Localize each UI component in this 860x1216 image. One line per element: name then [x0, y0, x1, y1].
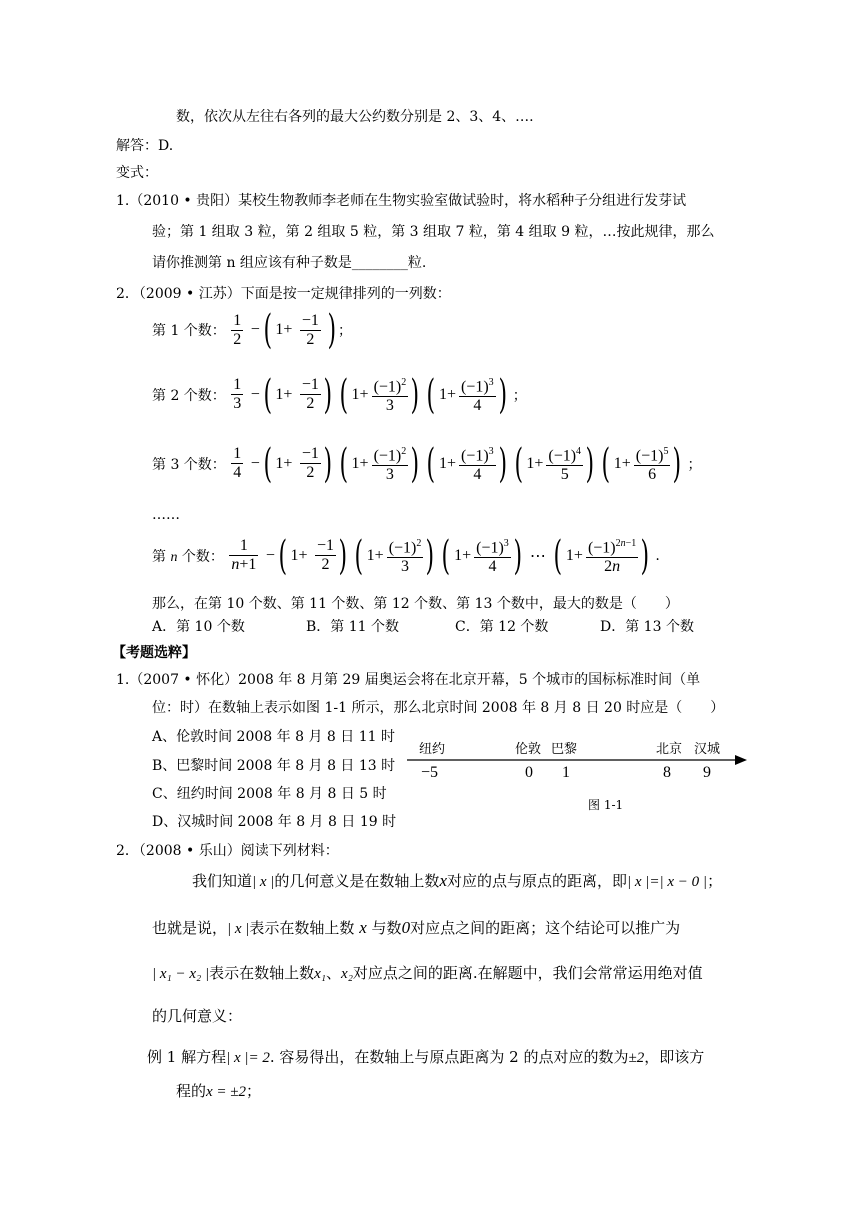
- value-0: 0: [525, 764, 533, 781]
- q2-option-c: C．第 12 个数: [455, 619, 549, 635]
- formula-1-label: 第 1 个数：: [152, 323, 226, 339]
- city-london: 伦敦: [515, 742, 542, 757]
- k1-line2: 位：时）在数轴上表示如图 1-1 所示，那么北京时间 2008 年 8 月 8 日 20 时应是（ ）: [152, 700, 725, 716]
- formula-n-label: 第 n 个数：: [152, 548, 224, 565]
- q2-line1: 2．（2009 • 江苏）下面是按一定规律排列的一列数：: [116, 286, 451, 302]
- answer-line: 解答：D.: [116, 138, 174, 154]
- k2-example-1: 例 1 解方程| x |= 2. 容易得出，在数轴上与原点距离为 2 的点对应的数为±2，即该方: [147, 1048, 705, 1066]
- section-title: 【考题选粹】: [112, 645, 196, 661]
- k2-paragraph-1: 我们知道| x |的几何意义是在数轴上数x对应的点与原点的距离，即| x |=| x − 0 |；: [192, 871, 723, 890]
- k1-option-c: C、纽约时间 2008 年 8 月 8 日 5 时: [152, 786, 387, 802]
- k2-line1: 2．（2008 • 乐山）阅读下列材料：: [116, 843, 339, 859]
- formula-1: 第 1 个数： $\frac{1}{2}$ −( 1+ $\frac{-1}{2}$ ) ；: [152, 307, 352, 353]
- value-8: 8: [663, 764, 671, 781]
- formula-3: 第 3 个数： $\frac{1}{4}$ −( 1+ $\frac{-1}{2}$ ) ( 1+ $\frac{(-1)^2}{3}$ ) ( 1+ $\frac{(-1)^3}{4}$ ) ( 1+ $\frac{(-1)^4}{5}$ ) ( 1+ $\frac{(-1)^5}{6}$ ) ；: [152, 440, 702, 487]
- q2-option-b: B．第 11 个数: [306, 619, 400, 635]
- value-9: 9: [703, 764, 711, 781]
- q2-option-a: A．第 10 个数: [152, 619, 245, 635]
- ellipsis: ……: [152, 507, 180, 523]
- k2-paragraph-2: 也就是说，| x |表示在数轴上数 x 与数0对应点之间的距离；这个结论可以推广为: [152, 918, 681, 937]
- q1-line3: 请你推测第 n 组应该有种子数是________粒.: [152, 255, 427, 271]
- formula-n: 第 n 个数： $\frac{1}{n+1}$ −( 1+ $\frac{-1}{2}$ ) ( 1+ $\frac{(-1)^2}{3}$ ) ( 1+ $\frac{(-1)^3}{4}$ ) ⋯ ( 1+ $\frac{(-1)^{2n-1}}{2n}$ ) .: [152, 532, 660, 579]
- q1-line2: 验；第 1 组取 3 粒，第 2 组取 5 粒，第 3 组取 7 粒，第 4 组取 9 粒，…按此规律，那么: [152, 224, 715, 240]
- k1-option-a: A、伦敦时间 2008 年 8 月 8 日 11 时: [152, 729, 395, 745]
- continued-text: 数，依次从左往右各列的最大公约数分别是 2、3、4、….: [176, 109, 534, 125]
- k2-paragraph-3: | x₁ − x₂ |表示在数轴上数x₁、x₂对应点之间的距离.在解题中，我们会常常运用绝对值: [152, 964, 703, 982]
- city-seoul: 汉城: [694, 742, 721, 757]
- value-neg5: −5: [421, 764, 439, 781]
- k1-option-d: D、汉城时间 2008 年 8 月 8 日 19 时: [152, 814, 397, 830]
- q1-line1: 1.（2010 • 贵阳）某校生物教师李老师在生物实验室做试验时，将水稻种子分组进行发芽试: [116, 193, 687, 209]
- variant-label: 变式：: [116, 165, 158, 181]
- figure-caption: 图 1-1: [588, 798, 624, 812]
- k1-line1: 1.（2007 • 怀化）2008 年 8 月第 29 届奥运会将在北京开幕，5 个城市的国标标准时间（单: [116, 672, 701, 688]
- k1-option-b: B、巴黎时间 2008 年 8 月 8 日 13 时: [152, 758, 396, 774]
- value-1: 1: [562, 764, 570, 781]
- q2-question: 那么，在第 10 个数、第 11 个数、第 12 个数、第 13 个数中，最大的数是（ ）: [152, 596, 679, 612]
- city-beijing: 北京: [656, 742, 683, 757]
- city-newyork: 纽约: [419, 742, 446, 757]
- formula-3-label: 第 3 个数：: [152, 456, 226, 473]
- formula-2: 第 2 个数： $\frac{1}{3}$ −( 1+ $\frac{-1}{2}$ ) ( 1+ $\frac{(-1)^2}{3}$ ) ( 1+ $\frac{(-1)^3}{4}$ ) ；: [152, 371, 527, 418]
- q2-option-d: D．第 13 个数: [600, 619, 694, 635]
- k2-paragraph-4: 的几何意义：: [152, 1007, 243, 1025]
- arrow-right-icon: [735, 755, 747, 765]
- city-paris: 巴黎: [551, 742, 578, 757]
- formula-2-label: 第 2 个数：: [152, 387, 226, 404]
- k2-example-1-cont: 程的x = ±2；: [176, 1082, 262, 1100]
